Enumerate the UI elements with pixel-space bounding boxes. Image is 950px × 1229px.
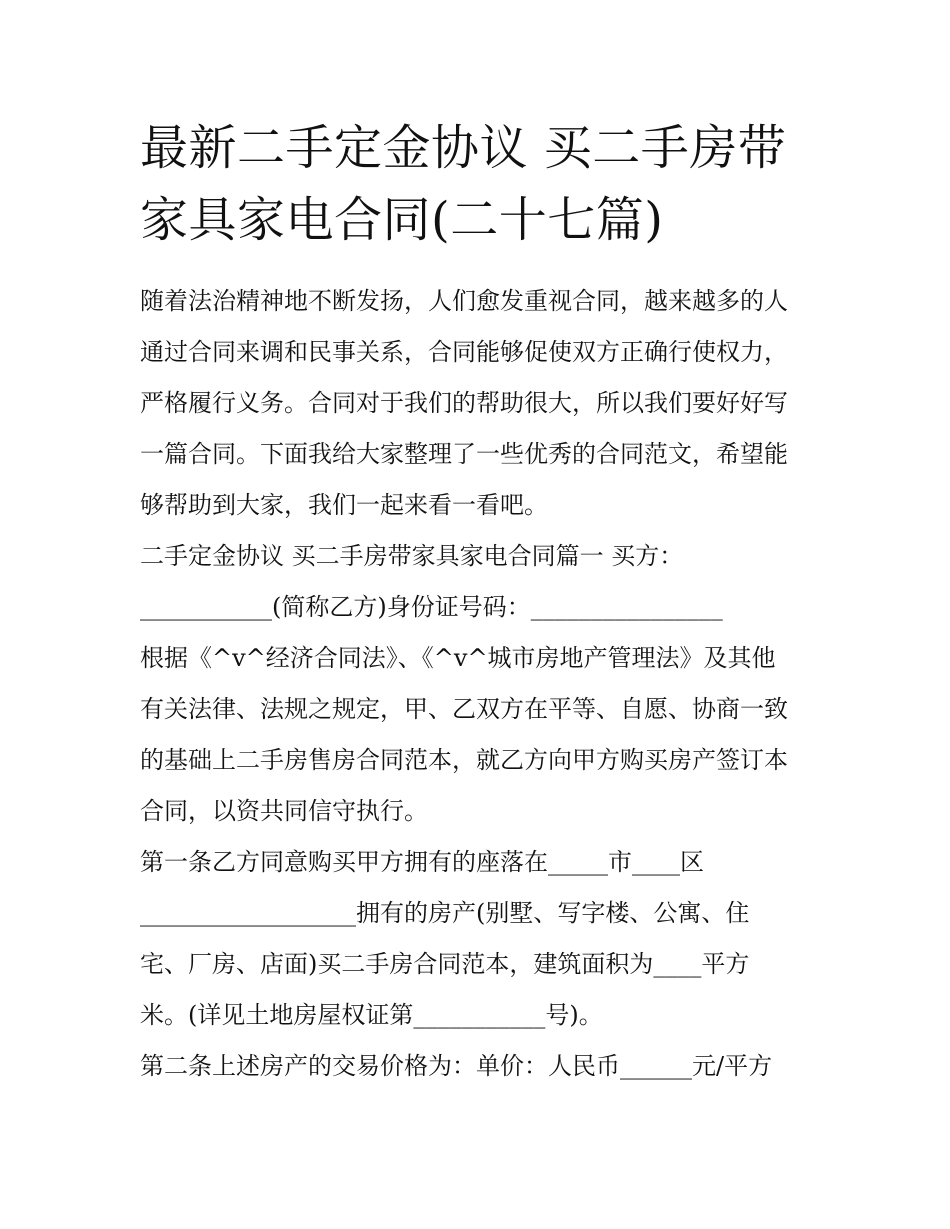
body-line: ___________(简称乙方)身份证号码：________________: [140, 593, 723, 621]
body-line: 的基础上二手房售房合同范本，就乙方向甲方购买房产签订本: [140, 746, 788, 774]
body-line: 一篇合同。下面我给大家整理了一些优秀的合同范文，希望能: [140, 440, 788, 468]
clause-line: 第二条上述房产的交易价格为：单价：人民币______元/平方: [140, 1052, 773, 1080]
title-line-1: 最新二手定金协议 买二手房带: [140, 120, 787, 176]
title-line-2: 家具家电合同(二十七篇): [140, 192, 664, 248]
document-body: [140, 276, 830, 1092]
body-line: 随着法治精神地不断发扬，人们愈发重视合同，越来越多的人: [140, 287, 788, 315]
body-line: 米。(详见土地房屋权证第___________号)。: [140, 1001, 603, 1029]
document-title: [140, 112, 830, 256]
body-line: 通过合同来调和民事关系，合同能够促使双方正确行使权力，: [140, 338, 788, 366]
body-line: 合同，以资共同信守执行。: [140, 797, 428, 825]
body-line: 严格履行义务。合同对于我们的帮助很大，所以我们要好好写: [140, 389, 788, 417]
body-line: __________________拥有的房产(别墅、写字楼、公寓、住: [140, 899, 750, 927]
body-line: 宅、厂房、店面)买二手房合同范本，建筑面积为____平方: [140, 950, 750, 978]
body-line: 根据《^v^经济合同法》、《^v^城市房地产管理法》及其他: [140, 644, 776, 672]
body-line: 够帮助到大家，我们一起来看一看吧。: [140, 491, 548, 519]
clause-line: 第一条乙方同意购买甲方拥有的座落在_____市____区: [140, 848, 704, 876]
body-line: 有关法律、法规之规定，甲、乙双方在平等、自愿、协商一致: [140, 695, 788, 723]
section-heading-line: 二手定金协议 买二手房带家具家电合同篇一 买方：: [140, 542, 684, 570]
